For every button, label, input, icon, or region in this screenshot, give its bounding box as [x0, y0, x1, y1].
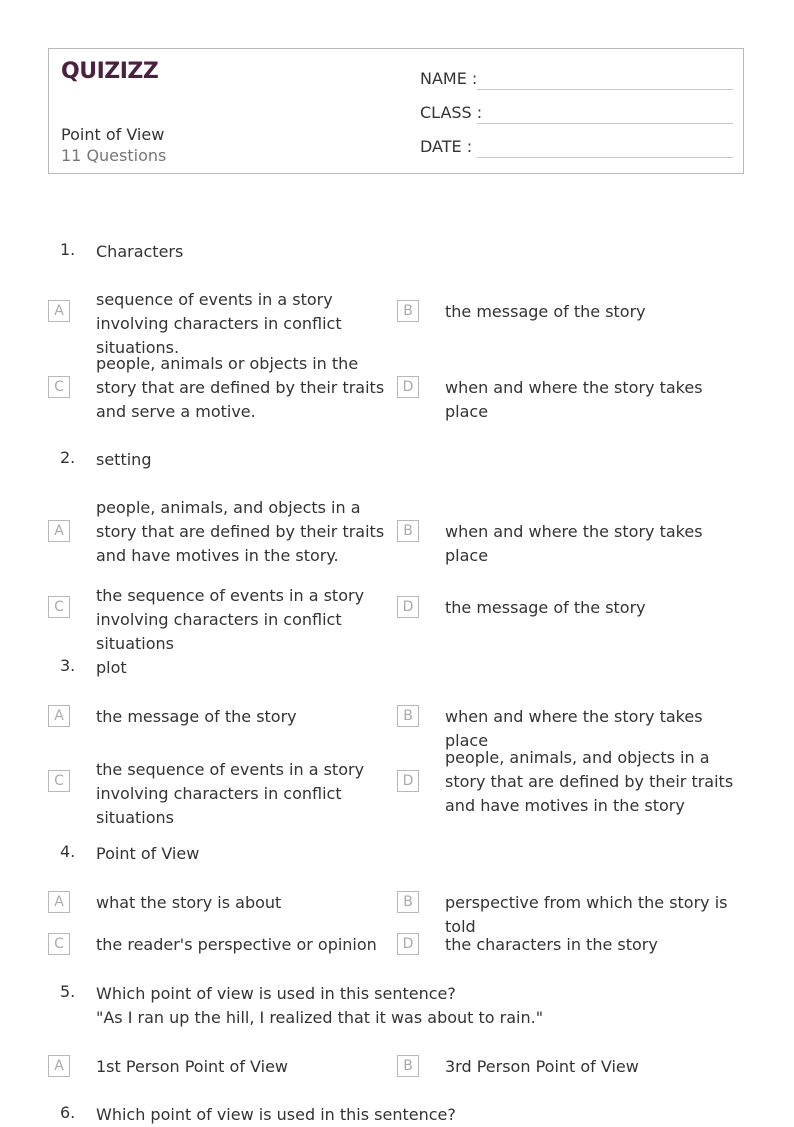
class-field[interactable] — [420, 103, 482, 122]
option-text-a: people, animals, and objects in a story that are defined by their traits and have motives in the story. — [96, 498, 385, 565]
class-label: CLASS : — [420, 103, 483, 122]
name-field[interactable] — [420, 69, 477, 88]
question-number: 4. — [60, 842, 76, 861]
question-text: Point of View — [96, 844, 200, 863]
option-letter-d[interactable]: D — [397, 376, 419, 398]
option-letter-b[interactable]: B — [397, 520, 419, 542]
question-text: Which point of view is used in this sentence? — [96, 1105, 456, 1124]
worksheet-title: Point of View — [61, 125, 165, 144]
question-quote: "As I ran up the hill, I realized that it was about to rain." — [96, 1008, 544, 1027]
date-label: DATE : — [420, 137, 473, 156]
question-number: 3. — [60, 656, 76, 675]
question-count: 11 Questions — [61, 146, 167, 165]
option-text-b: 3rd Person Point of View — [445, 1057, 639, 1076]
option-letter-b[interactable]: B — [397, 891, 419, 913]
option-letter-d[interactable]: D — [397, 770, 419, 792]
question-text: Which point of view is used in this sentence? — [96, 984, 456, 1003]
option-letter-d[interactable]: D — [397, 933, 419, 955]
option-text-a: the message of the story — [96, 707, 297, 726]
question-number: 6. — [60, 1103, 76, 1122]
class-line — [477, 123, 733, 124]
question-number: 5. — [60, 982, 76, 1001]
option-letter-a[interactable]: A — [48, 520, 70, 542]
option-letter-b[interactable]: B — [397, 1055, 419, 1077]
option-text-b: perspective from which the story is told — [445, 893, 728, 936]
question-number: 2. — [60, 448, 76, 467]
option-letter-b[interactable]: B — [397, 300, 419, 322]
option-text-d: people, animals, and objects in a story that are defined by their traits and have motives in the story — [445, 748, 734, 815]
option-text-a: sequence of events in a story involving characters in conflict situations. — [96, 290, 342, 357]
question-number: 1. — [60, 240, 76, 259]
quizizz-logo: QUIZIZZ — [61, 59, 159, 84]
option-letter-c[interactable]: C — [48, 933, 70, 955]
option-text-c: people, animals or objects in the story that are defined by their traits and serve a motive. — [96, 354, 385, 421]
option-text-b: when and where the story takes place — [445, 707, 703, 750]
option-text-a: what the story is about — [96, 893, 282, 912]
question-text: Characters — [96, 242, 184, 261]
option-letter-d[interactable]: D — [397, 596, 419, 618]
option-text-c: the sequence of events in a story involving characters in conflict situations — [96, 586, 365, 653]
option-letter-a[interactable]: A — [48, 1055, 70, 1077]
option-letter-a[interactable]: A — [48, 891, 70, 913]
option-letter-c[interactable]: C — [48, 376, 70, 398]
option-letter-c[interactable]: C — [48, 596, 70, 618]
option-letter-a[interactable]: A — [48, 705, 70, 727]
date-line — [477, 157, 733, 158]
name-label: NAME : — [420, 69, 478, 88]
option-text-d: the message of the story — [445, 598, 646, 617]
question-text: setting — [96, 450, 152, 469]
option-letter-a[interactable]: A — [48, 300, 70, 322]
option-letter-b[interactable]: B — [397, 705, 419, 727]
option-text-c: the sequence of events in a story involving characters in conflict situations — [96, 760, 365, 827]
option-text-a: 1st Person Point of View — [96, 1057, 289, 1076]
option-text-d: the characters in the story — [445, 935, 658, 954]
option-text-b: the message of the story — [445, 302, 646, 321]
option-text-b: when and where the story takes place — [445, 522, 703, 565]
option-text-d: when and where the story takes place — [445, 378, 703, 421]
question-text: plot — [96, 658, 127, 677]
option-letter-c[interactable]: C — [48, 770, 70, 792]
date-field[interactable] — [420, 137, 472, 156]
name-line — [477, 89, 733, 90]
option-text-c: the reader's perspective or opinion — [96, 935, 377, 954]
worksheet-header — [48, 48, 744, 174]
